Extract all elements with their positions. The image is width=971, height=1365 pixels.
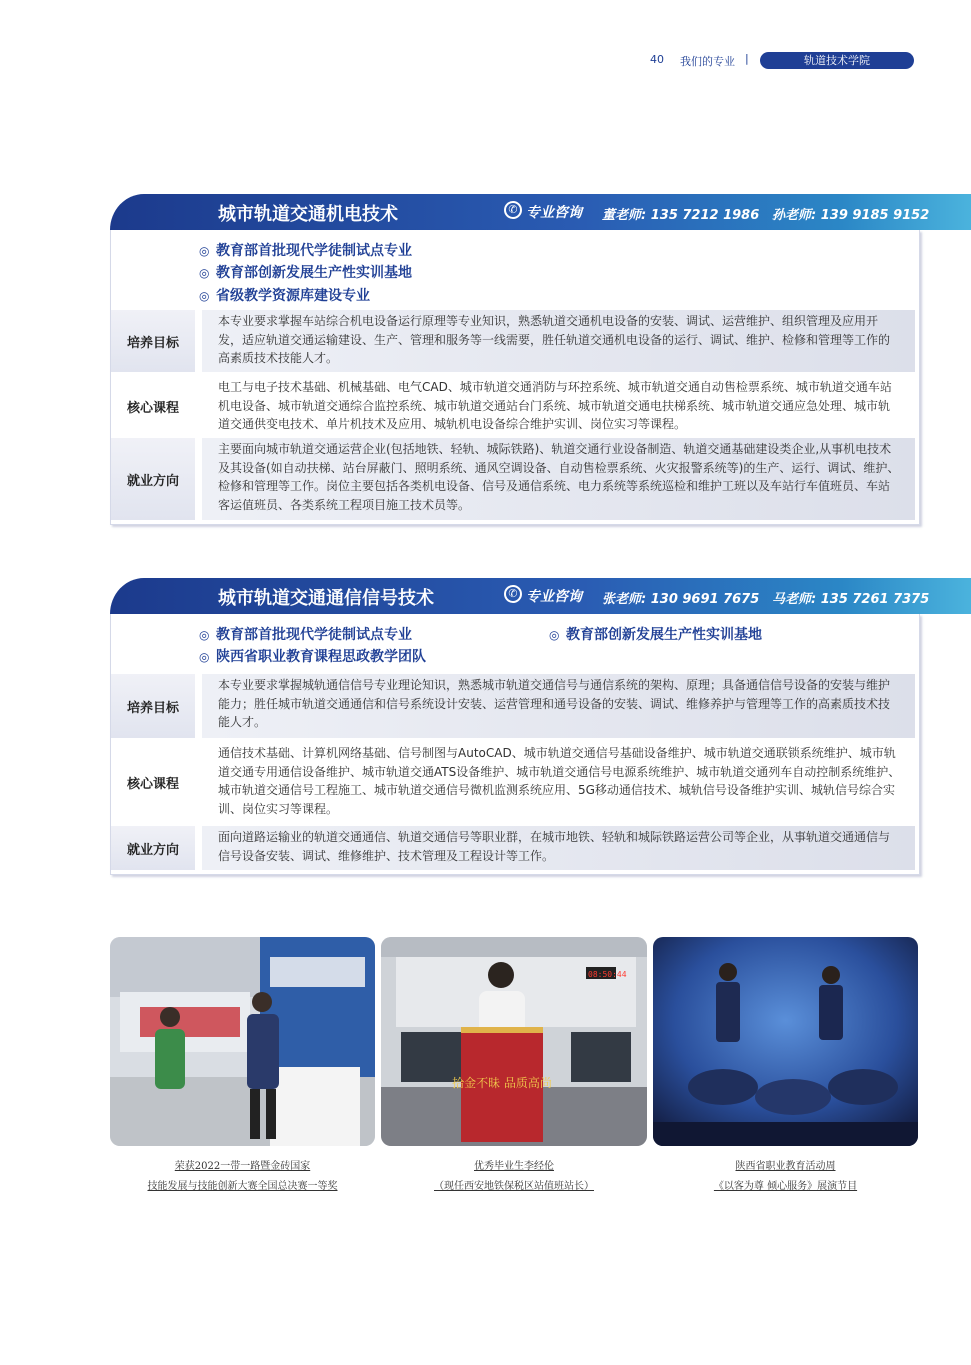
row-training-goal — [111, 674, 915, 738]
row-label: 就业方向 — [111, 438, 195, 520]
honor-item: ◎ 陕西省职业教育课程思政教学团队 — [199, 649, 426, 665]
row-label: 就业方向 — [111, 826, 195, 870]
major-title: 城市轨道交通通信信号技术 — [218, 588, 434, 609]
phone-icon: ✆ — [504, 585, 522, 603]
photo-performance — [653, 937, 918, 1146]
row-training-goal — [111, 310, 915, 372]
row-career — [111, 438, 915, 520]
row-text: 面向道路运输业的轨道交通通信、轨道交通信号等职业群，在城市地铁、轻轨和城际铁路运营公司等企业，从事轨道交通通信与信号设备安装、调试、维修维护、技术管理及工程设计等工作。 — [202, 826, 915, 870]
photo-graduate — [381, 937, 647, 1146]
row-label: 培养目标 — [111, 674, 195, 738]
row-text: 通信技术基础、计算机网络基础、信号制图与AutoCAD、城市轨道交通信号基础设备维护、城市轨道交通联锁系统维护、城市轨道交通专用通信设备维护、城市轨道交通ATS设备维护、城市轨道交通信号电源系统维护、城市轨道交通列车自动控制系统维护、城市轨道交通信号工程施工、城市轨道交通信号微机监测系统应用、5G移动通信技术、城轨信号设备维护实训、城轨信号综合实训、岗位实习等课程。 — [218, 746, 901, 816]
row-core-courses — [111, 742, 915, 822]
photo-competition — [110, 937, 375, 1146]
section-banner — [110, 194, 971, 230]
section-banner — [110, 578, 971, 614]
contact-teacher-2: 孙老师: 139 9185 9152 — [772, 208, 930, 223]
row-career — [111, 826, 915, 870]
clock-display: 08:50:44 — [588, 970, 627, 979]
circle-bullet-icon: ◎ — [199, 650, 210, 664]
photo-caption-3: 陕西省职业教育活动周 《以客为尊 倾心服务》展演节目 — [713, 1161, 858, 1192]
honor-item: ◎ 教育部首批现代学徒制试点专业 — [199, 627, 412, 643]
page-number: 40 — [650, 53, 664, 66]
honor-item: ◎ 省级教学资源库建设专业 — [199, 288, 370, 304]
contact-teacher-2: 马老师: 135 7261 7375 — [772, 592, 930, 607]
banner-pennant-text: 拾金不昧 品质高尚 — [452, 1076, 552, 1090]
phone-icon: ✆ — [504, 201, 522, 219]
section-name: 我们的专业 — [680, 55, 735, 68]
major-section-electromechanical — [110, 194, 971, 526]
stage-performance-image — [653, 937, 918, 1146]
row-label: 核心课程 — [111, 742, 195, 822]
photo-caption-1: 荣获2022一带一路暨金砖国家 技能发展与技能创新大赛全国总决赛一等奖 — [147, 1161, 338, 1192]
row-core-courses — [111, 376, 915, 436]
contact-teacher-1: 董老师: 135 7212 1986 — [602, 208, 760, 223]
competition-scene-image — [110, 937, 375, 1146]
header-separator: | — [745, 52, 749, 65]
honor-item: ◎ 教育部创新发展生产性实训基地 — [199, 265, 412, 281]
contact-teacher-1: 张老师: 130 9691 7675 — [602, 592, 760, 607]
row-label: 核心课程 — [111, 376, 195, 436]
major-card — [110, 614, 920, 875]
circle-bullet-icon: ◎ — [199, 628, 210, 642]
major-section-signal — [110, 578, 971, 876]
row-text: 本专业要求掌握车站综合机电设备运行原理等专业知识，熟悉轨道交通机电设备的安装、调试、运营维护、组织管理及应用开发，适应轨道交通运输建设、生产、管理和服务等一线需要，胜任轨道交通机电设备的运行、调试、维护、检修和管理等工作的高素质技术技能人才。 — [202, 310, 915, 372]
page-header — [0, 52, 971, 70]
circle-bullet-icon: ◎ — [199, 266, 210, 280]
graduate-control-room-image — [381, 937, 647, 1146]
row-text: 电工与电子技术基础、机械基础、电气CAD、城市轨道交通消防与环控系统、城市轨道交通自动售检票系统、城市轨道交通车站机电设备、城市轨道交通综合监控系统、城市轨道交通站台门系统、城市轨道交通电扶梯系统、城市轨道交通应急处理、城市轨道交通供变电技术、单片机技术及应用、城轨机电设备综合维护实训、岗位实习等课程。 — [218, 380, 892, 431]
circle-bullet-icon: ◎ — [199, 289, 210, 303]
row-text: 本专业要求掌握城轨通信信号专业理论知识，熟悉城市轨道交通信号与通信系统的架构、原理；具备通信信号设备的安装与维护能力；胜任城市轨道交通通信和信号系统设计安装、运营管理和通号设备的安装、调试、维修养护与管理等工作的高素质技术技能人才。 — [202, 674, 915, 738]
consult-label: 专业咨询 — [526, 205, 582, 221]
photo-caption-2: 优秀毕业生李经伦 （现任西安地铁保税区站值班站长） — [434, 1161, 594, 1192]
row-text: 主要面向城市轨道交通运营企业(包括地铁、轻轨、城际铁路)、轨道交通行业设备制造、轨道交通基础建设类企业,从事机电技术及其设备(如自动扶梯、站台屏蔽门、照明系统、通风空调设备、自动售检票系统、火灾报警系统等)的生产、运行、调试、维护、检修和管理等工作。岗位主要包括各类机电设备、信号及通信系统、电力系统等系统巡检和维护工班以及车站行车值班员、车站客运值班员、各类系统工程项目施工技术员等。 — [202, 438, 915, 520]
major-card — [110, 230, 920, 525]
major-title: 城市轨道交通机电技术 — [218, 204, 398, 225]
honor-item: ◎ 教育部创新发展生产性实训基地 — [549, 627, 762, 643]
row-label: 培养目标 — [111, 310, 195, 372]
honor-item: ◎ 教育部首批现代学徒制试点专业 — [199, 243, 412, 259]
college-badge: 轨道技术学院 — [760, 52, 914, 69]
consult-label: 专业咨询 — [526, 589, 582, 605]
circle-bullet-icon: ◎ — [199, 244, 210, 258]
circle-bullet-icon: ◎ — [549, 628, 560, 642]
